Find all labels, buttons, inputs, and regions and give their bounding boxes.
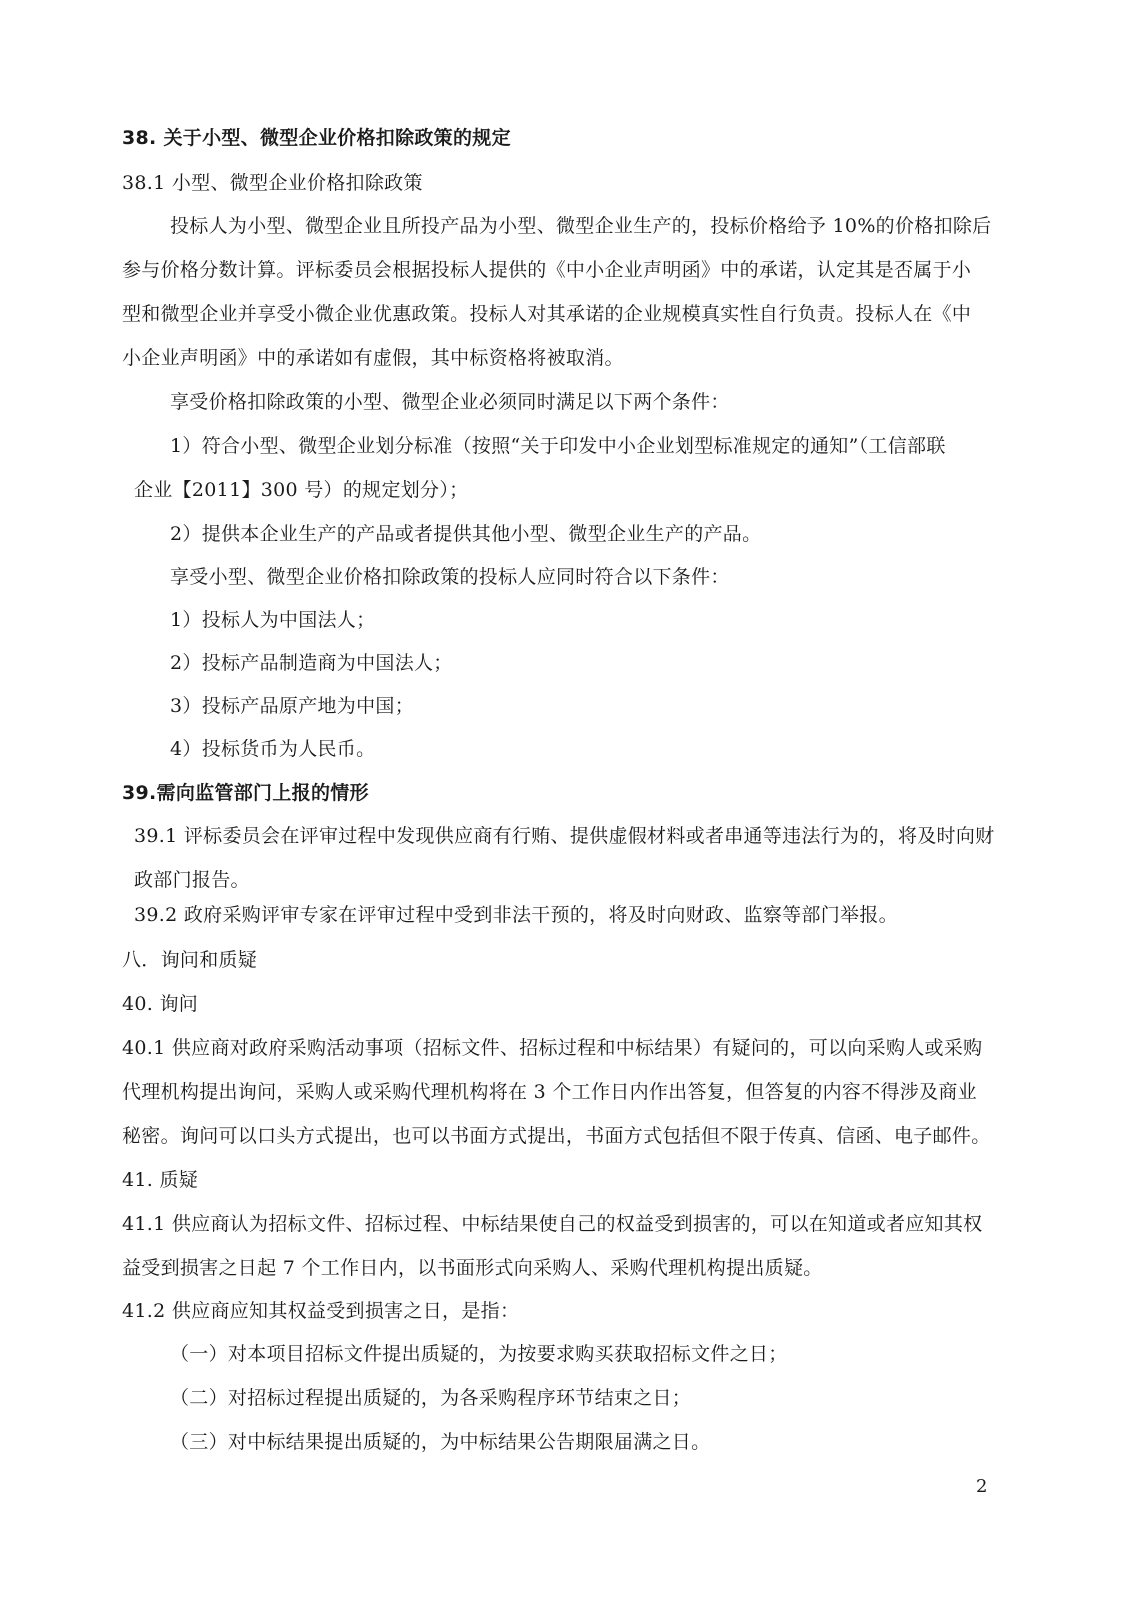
paragraph-line: 享受价格扣除政策的小型、微型企业必须同时满足以下两个条件： [170,391,730,413]
paragraph-line: 小企业声明函》中的承诺如有虚假，其中标资格将被取消。 [122,347,624,369]
section-heading-38: 38. 关于小型、微型企业价格扣除政策的规定 [122,127,511,149]
subsection-38-1: 38.1 小型、微型企业价格扣除政策 [122,172,423,194]
subsection-39-2: 39.2 政府采购评审专家在评审过程中受到非法干预的，将及时向财政、监察等部门举报。 [134,904,898,926]
list-item: 2）提供本企业生产的产品或者提供其他小型、微型企业生产的产品。 [170,523,762,545]
subsection-39-1: 39.1 评标委员会在评审过程中发现供应商有行贿、提供虚假材料或者串通等违法行为的，将及时向财 [134,825,995,847]
list-item: （一）对本项目招标文件提出质疑的，为按要求购买获取招标文件之日； [170,1343,788,1365]
paragraph-line: 秘密。询问可以口头方式提出，也可以书面方式提出，书面方式包括但不限于传真、信函、电子邮件。 [122,1125,991,1147]
section-heading-40: 40. 询问 [122,993,199,1015]
paragraph-line: 代理机构提出询问，采购人或采购代理机构将在 3 个工作日内作出答复，但答复的内容不得涉及商业 [122,1081,977,1103]
list-item-continuation: 企业【2011】300 号）的规定划分）； [134,479,469,501]
list-item: 3）投标产品原产地为中国； [170,695,414,717]
page-number: 2 [976,1476,988,1497]
paragraph-line: 参与价格分数计算。评标委员会根据投标人提供的《中小企业声明函》中的承诺，认定其是否属于小 [122,259,972,281]
paragraph-line: 益受到损害之日起 7 个工作日内，以书面形式向采购人、采购代理机构提出质疑。 [122,1257,823,1279]
list-item: （三）对中标结果提出质疑的，为中标结果公告期限届满之日。 [170,1431,711,1453]
chapter-heading-8: 八．询问和质疑 [122,949,258,971]
paragraph-line: 政部门报告。 [134,869,250,891]
section-heading-41: 41. 质疑 [122,1169,199,1191]
list-item: 2）投标产品制造商为中国法人； [170,652,453,674]
list-item: （二）对招标过程提出质疑的，为各采购程序环节结束之日； [170,1387,692,1409]
subsection-41-2: 41.2 供应商应知其权益受到损害之日，是指： [122,1300,520,1322]
subsection-41-1: 41.1 供应商认为招标文件、招标过程、中标结果使自己的权益受到损害的，可以在知道或者应知其权 [122,1213,983,1235]
list-item: 1）投标人为中国法人； [170,609,376,631]
paragraph-line: 享受小型、微型企业价格扣除政策的投标人应同时符合以下条件： [170,566,730,588]
list-item: 1）符合小型、微型企业划分标准（按照“关于印发中小企业划型标准规定的通知”（工信部联 [170,435,946,457]
subsection-40-1: 40.1 供应商对政府采购活动事项（招标文件、招标过程和中标结果）有疑问的，可以向采购人或采购 [122,1037,983,1059]
list-item: 4）投标货币为人民币。 [170,738,376,760]
paragraph-line: 型和微型企业并享受小微企业优惠政策。投标人对其承诺的企业规模真实性自行负责。投标人在《中 [122,303,972,325]
section-heading-39: 39.需向监管部门上报的情形 [122,782,369,804]
paragraph-line: 投标人为小型、微型企业且所投产品为小型、微型企业生产的，投标价格给予 10%的价格扣除后 [170,215,992,237]
